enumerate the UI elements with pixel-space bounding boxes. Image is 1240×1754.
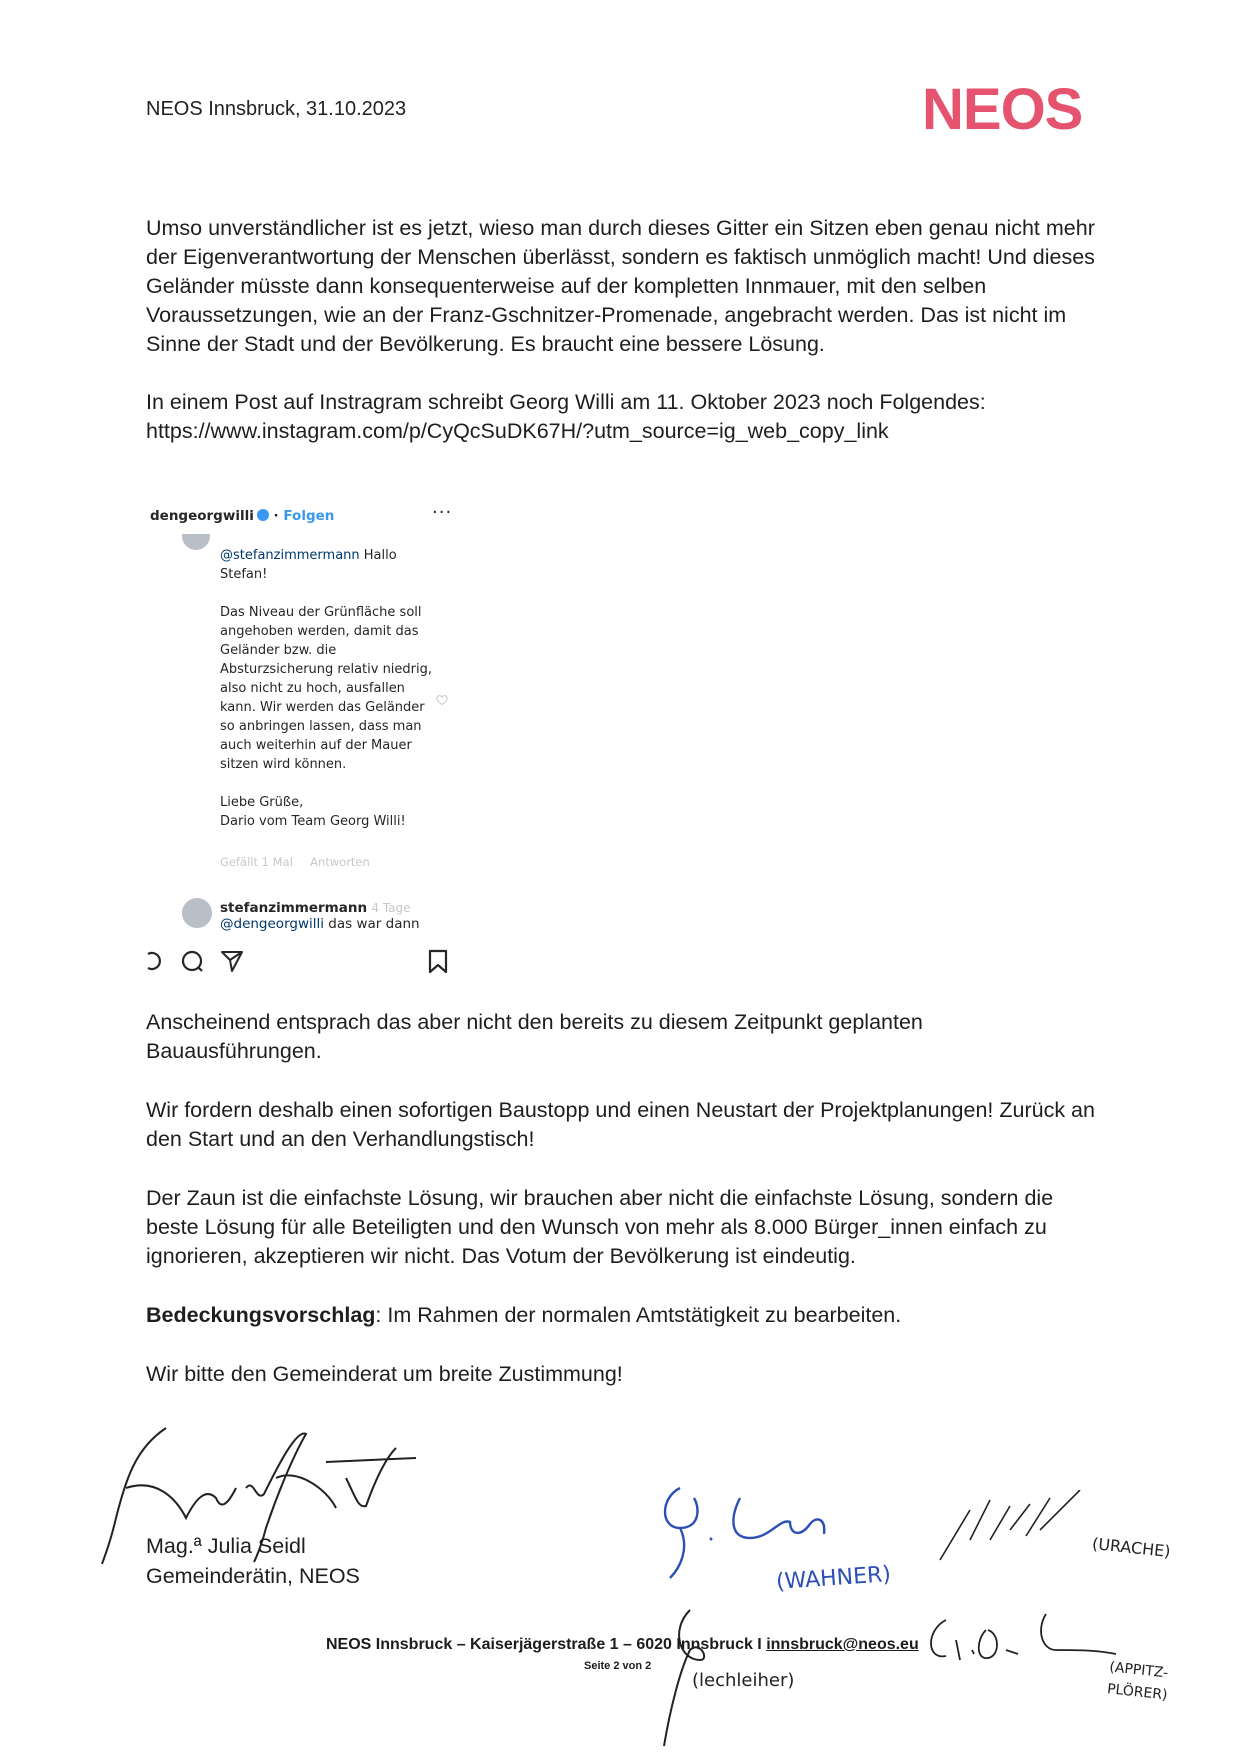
- signatory-role: Gemeinderätin, NEOS: [146, 1564, 360, 1588]
- ig-separator: ·: [273, 508, 279, 524]
- signature-4-drawing: [650, 1600, 740, 1750]
- paragraph-7: Wir bitte den Gemeinderat um breite Zustimmung!: [146, 1362, 623, 1386]
- paragraph-2: [146, 388, 1096, 446]
- more-options-icon[interactable]: ···: [432, 502, 453, 523]
- ig-reply-body: Das Niveau der Grünfläche soll angehoben werden, damit das Geländer bzw. die Absturzsicherung relativ niedrig, also nicht zu hoch, ausfallen kann. Wir werden das Geländer so anbringen lassen, dass man auch weiterhin auf der Mauer sitzen wird können.: [220, 605, 433, 772]
- avatar: [182, 534, 210, 550]
- ig-reply-comment: [220, 546, 440, 831]
- signature-5-name: (APPITZ-PLÖRER): [1106, 1659, 1169, 1704]
- signature-5-drawing: [926, 1610, 1126, 1680]
- signatory-name: Mag.ª Julia Seidl: [146, 1534, 306, 1558]
- neos-logo: NEOS: [922, 77, 1083, 142]
- ig-post-header: [150, 508, 334, 524]
- ig-reply-button[interactable]: Antworten: [310, 855, 370, 869]
- ig-reply-signoff: Dario vom Team Georg Willi!: [220, 814, 406, 829]
- instagram-link[interactable]: https://www.instagram.com/p/CyQcSuDK67H/?utm_source=ig_web_copy_link: [146, 419, 889, 443]
- bedeckungsvorschlag-text: : Im Rahmen der normalen Amtstätigkeit zu bearbeiten.: [375, 1303, 902, 1327]
- share-icon[interactable]: [222, 952, 242, 971]
- ig-likes-count: Gefällt 1 Mal: [220, 855, 293, 869]
- bedeckungsvorschlag-label: Bedeckungsvorschlag: [146, 1303, 376, 1327]
- ig-comment-2-time: 4 Tage: [371, 901, 411, 915]
- avatar: [182, 898, 212, 928]
- ig-account-name[interactable]: dengeorgwilli: [150, 508, 254, 524]
- paragraph-2-text: In einem Post auf Instragram schreibt Georg Willi am 11. Oktober 2023 noch Folgendes:: [146, 390, 986, 414]
- paragraph-1: Umso unverständlicher ist es jetzt, wieso man durch dieses Gitter ein Sitzen eben genau nicht mehr der Eigenverantwortung der Menschen überlässt, sondern es faktisch unmöglich macht! Und dieses Geländer müsste dann konsequenterweise auf der kompletten Innmauer, mit den selben Voraussetzungen, wie an der Franz-Gschnitzer-Promenade, angebracht werden. Das ist nicht im Sinne der Stadt und der Bevölkerung. Es braucht eine bessere Lösung.: [146, 216, 1095, 356]
- footer-email-link[interactable]: innsbruck@neos.eu: [766, 1636, 919, 1653]
- signature-2-name: (WAHNER): [775, 1562, 892, 1595]
- ig-follow-button[interactable]: Folgen: [283, 508, 335, 524]
- header-date: NEOS Innsbruck, 31.10.2023: [146, 98, 407, 120]
- footer-address-text: NEOS Innsbruck – Kaiserjägerstraße 1 – 6020 Innsbruck I: [326, 1636, 767, 1653]
- ig-mention[interactable]: @stefanzimmermann: [220, 548, 360, 563]
- ig-comment-2-user[interactable]: stefanzimmermann: [220, 900, 368, 916]
- ig-action-bar: [146, 946, 462, 976]
- instagram-post-embed: [146, 500, 476, 990]
- ig-comment-2: [220, 900, 420, 932]
- ig-reply-greeting: Hallo Stefan!: [220, 548, 397, 582]
- comment-icon[interactable]: [183, 952, 202, 971]
- paragraph-4: Wir fordern deshalb einen sofortigen Baustopp und einen Neustart der Projektplanungen! Zurück an den Start und an den Verhandlungstisch!: [146, 1098, 1095, 1151]
- ig-reply-meta: [220, 855, 370, 869]
- like-heart-icon[interactable]: [436, 694, 448, 706]
- ig-comment-2-text: das war dann: [328, 916, 420, 932]
- verified-badge-icon: [257, 509, 269, 521]
- paragraph-5: Der Zaun ist die einfachste Lösung, wir brauchen aber nicht die einfachste Lösung, sondern die beste Lösung für alle Beteiligten und den Wunsch von mehr als 8.000 Bürger_innen einfach zu ignorieren, akzeptieren wir nicht. Das Votum der Bevölkerung ist eindeutig.: [146, 1186, 1054, 1268]
- ig-comment-2-mention[interactable]: @dengeorgwilli: [220, 916, 324, 932]
- paragraph-6: [146, 1301, 1096, 1330]
- signature-4-name: (lechleiher): [692, 1670, 795, 1691]
- page-number: Seite 2 von 2: [584, 1660, 652, 1672]
- like-icon[interactable]: [148, 953, 160, 969]
- signature-3-name: (URACHE): [1091, 1533, 1172, 1562]
- bookmark-icon[interactable]: [430, 951, 446, 972]
- paragraph-3: Anscheinend entsprach das aber nicht den bereits zu diesem Zeitpunkt geplanten Bauausführungen.: [146, 1010, 923, 1063]
- signature-3-drawing: [930, 1490, 1110, 1570]
- ig-reply-closing: Liebe Grüße,: [220, 795, 304, 810]
- footer-address: [326, 1636, 919, 1654]
- signature-2-drawing: [640, 1478, 930, 1588]
